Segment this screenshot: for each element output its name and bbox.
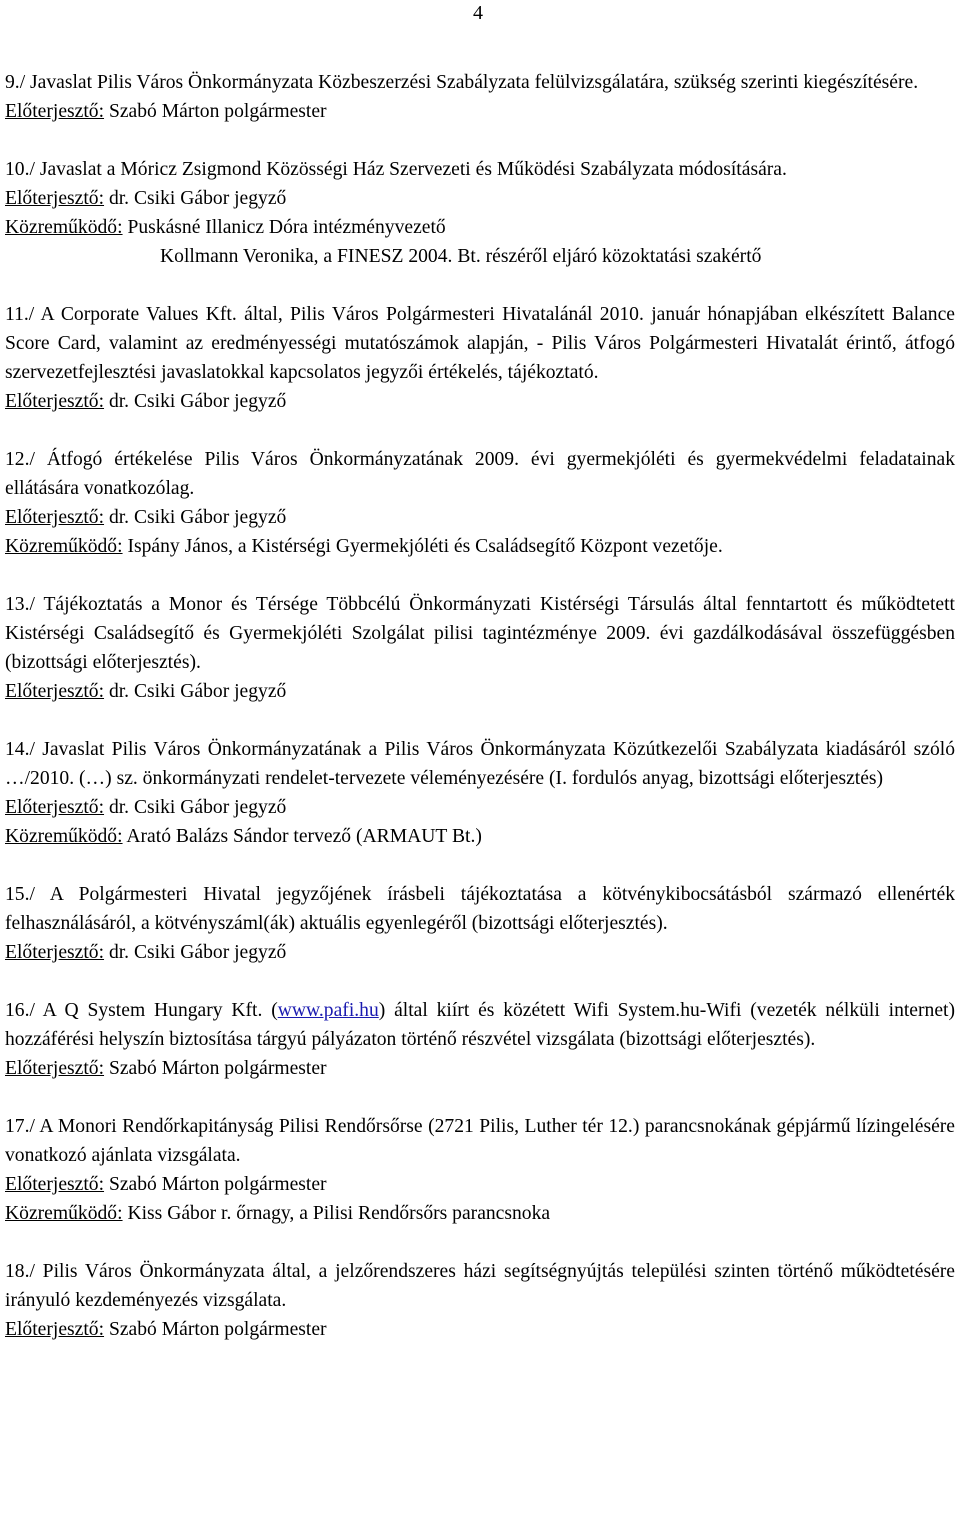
agenda-item-18	[5, 1257, 955, 1344]
contributor-label: Közreműködő:	[5, 1203, 123, 1224]
presenter-label: Előterjesztő:	[5, 1319, 105, 1340]
agenda-item-12	[5, 445, 955, 561]
agenda-item-11	[5, 300, 955, 416]
page-number: 4	[473, 2, 483, 24]
presenter-name: Szabó Márton polgármester	[108, 101, 327, 122]
contributor-label: Közreműködő:	[5, 536, 123, 557]
presenter-name: dr. Csiki Gábor jegyző	[108, 681, 287, 702]
presenter-row	[5, 793, 955, 822]
presenter-row	[5, 1315, 955, 1344]
contributor-extra: Kollmann Veronika, a FINESZ 2004. Bt. részéről eljáró közoktatási szakértő	[160, 246, 762, 267]
presenter-label: Előterjesztő:	[5, 101, 105, 122]
agenda-item-16	[5, 996, 955, 1083]
presenter-label: Előterjesztő:	[5, 391, 105, 412]
presenter-row	[5, 387, 955, 416]
agenda-item-text: 18./ Pilis Város Önkormányzata által, a jelzőrendszeres házi segítségnyújtás települési szinten történő működtetésére irányuló kezdeményezés vizsgálata.	[5, 1261, 955, 1311]
presenter-name: Szabó Márton polgármester	[108, 1058, 327, 1079]
contributor-row	[5, 1199, 955, 1228]
agenda-item-text-after: ) által kiírt és közétett Wifi System.hu-Wifi (vezeték nélküli internet) hozzáférési helyszín biztosítása tárgyú pályázaton történő részvétel vizsgálata (bizottsági előterjesztés).	[5, 1000, 955, 1050]
agenda-item-10	[5, 155, 955, 271]
contributor-name: Ispány János, a Kistérségi Gyermekjóléti és Családsegítő Központ vezetője.	[127, 536, 723, 557]
presenter-name: dr. Csiki Gábor jegyző	[108, 942, 287, 963]
agenda-item-text	[5, 996, 955, 1054]
agenda-item-9	[5, 68, 955, 126]
contributor-row	[5, 532, 955, 561]
presenter-row	[5, 503, 955, 532]
presenter-label: Előterjesztő:	[5, 1058, 105, 1079]
agenda-list	[5, 68, 955, 1373]
website-link[interactable]: www.pafi.hu	[277, 1000, 379, 1021]
presenter-label: Előterjesztő:	[5, 188, 105, 209]
presenter-label: Előterjesztő:	[5, 942, 105, 963]
presenter-name: dr. Csiki Gábor jegyző	[108, 797, 287, 818]
presenter-row	[5, 1054, 955, 1083]
agenda-item-14	[5, 735, 955, 851]
presenter-row	[5, 184, 955, 213]
presenter-row	[5, 677, 955, 706]
agenda-item-text: 15./ A Polgármesteri Hivatal jegyzőjének írásbeli tájékoztatása a kötvénykibocsátásból származó ellenérték felhasználásáról, a kötvényszáml(ák) aktuális egyenlegéről (bizottsági előterjesztés).	[5, 884, 955, 934]
agenda-item-text: 17./ A Monori Rendőrkapitányság Pilisi Rendőrsőrse (2721 Pilis, Luther tér 12.) parancsnokának gépjármű lízingelésére vonatkozó ajánlata vizsgálata.	[5, 1116, 955, 1166]
presenter-label: Előterjesztő:	[5, 1174, 105, 1195]
contributor-name: Arató Balázs Sándor tervező (ARMAUT Bt.)	[126, 826, 482, 847]
presenter-name: dr. Csiki Gábor jegyző	[108, 188, 287, 209]
presenter-name: dr. Csiki Gábor jegyző	[108, 507, 287, 528]
presenter-name: Szabó Márton polgármester	[108, 1319, 327, 1340]
presenter-row	[5, 97, 955, 126]
agenda-item-text: 10./ Javaslat a Móricz Zsigmond Közösségi Ház Szervezeti és Működési Szabályzata módosítására.	[5, 159, 787, 180]
agenda-item-text-before: 16./ A Q System Hungary Kft. (	[5, 1000, 278, 1021]
agenda-item-text: 14./ Javaslat Pilis Város Önkormányzatának a Pilis Város Önkormányzata Közútkezelői Szabályzata kiadásáról szóló …/2010. (…) sz. önkormányzati rendelet-tervezete véleményezésére (I. fordulós anyag, bizottsági előterjesztés)	[5, 739, 955, 789]
agenda-item-17	[5, 1112, 955, 1228]
presenter-label: Előterjesztő:	[5, 797, 105, 818]
contributor-label: Közreműködő:	[5, 826, 123, 847]
presenter-row	[5, 1170, 955, 1199]
contributor-row	[5, 213, 955, 242]
contributor-name: Kiss Gábor r. őrnagy, a Pilisi Rendőrsőrs parancsnoka	[127, 1203, 551, 1224]
contributor-name: Puskásné Illanicz Dóra intézményvezető	[127, 217, 446, 238]
presenter-name: Szabó Márton polgármester	[108, 1174, 327, 1195]
presenter-row	[5, 938, 955, 967]
agenda-item-text: 13./ Tájékoztatás a Monor és Térsége Többcélú Önkormányzati Kistérségi Társulás által fenntartott és működtetett Kistérségi Családsegítő és Gyermekjóléti Szolgálat pilisi tagintézménye 2009. évi gazdálkodásával összefüggésben (bizottsági előterjesztés).	[5, 594, 955, 673]
presenter-name: dr. Csiki Gábor jegyző	[108, 391, 287, 412]
agenda-item-15	[5, 880, 955, 967]
presenter-label: Előterjesztő:	[5, 681, 105, 702]
agenda-item-13	[5, 590, 955, 706]
contributor-label: Közreműködő:	[5, 217, 123, 238]
agenda-item-text: 11./ A Corporate Values Kft. által, Pilis Város Polgármesteri Hivatalánál 2010. január hónapjában elkészített Balance Score Card, valamint az eredményességi mutatószámok alapján, - Pilis Város Polgármesteri Hivatalát érintő, átfogó szervezetfejlesztési javaslatokkal kapcsolatos jegyzői értékelés, tájékoztató.	[5, 304, 955, 383]
agenda-item-text: 9./ Javaslat Pilis Város Önkormányzata Közbeszerzési Szabályzata felülvizsgálatára, szükség szerinti kiegészítésére.	[5, 72, 919, 93]
presenter-label: Előterjesztő:	[5, 507, 105, 528]
agenda-item-text: 12./ Átfogó értékelése Pilis Város Önkormányzatának 2009. évi gyermekjóléti és gyermekvédelmi feladatainak ellátására vonatkozólag.	[5, 449, 955, 499]
contributor-row	[5, 822, 955, 851]
